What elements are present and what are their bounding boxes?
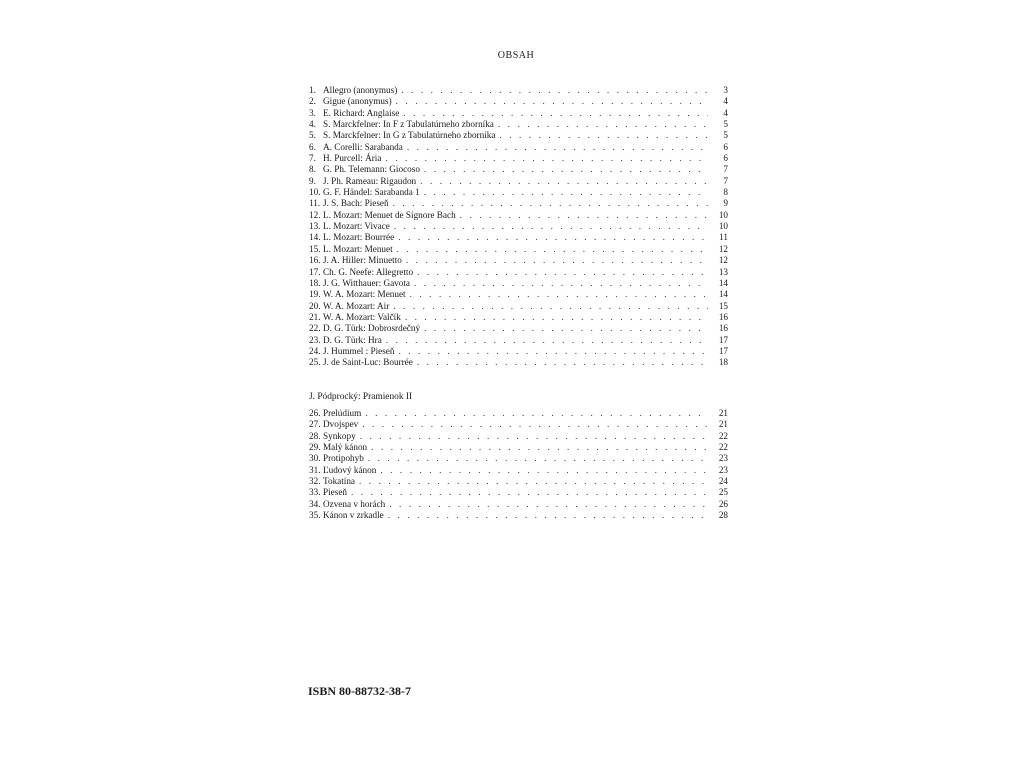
toc-entry bbox=[309, 198, 728, 209]
dot-leader bbox=[398, 232, 708, 243]
toc-entry-page: 14 bbox=[718, 289, 728, 300]
toc-entry-title: Prelúdium bbox=[323, 408, 362, 418]
toc-entry bbox=[309, 221, 728, 232]
toc-entry-title: Malý kánon bbox=[323, 442, 368, 453]
toc-entry-title: Allegro (anonymus) bbox=[323, 85, 398, 95]
toc-entry-page: 10 bbox=[718, 209, 728, 220]
toc-entry-number: 3. bbox=[309, 107, 316, 118]
toc-entry-title: A. Corelli: Sarabanda bbox=[323, 141, 403, 152]
toc-entry-page: 5 bbox=[723, 130, 728, 141]
toc-entry-number: 25. bbox=[309, 357, 321, 368]
dot-leader bbox=[393, 198, 708, 209]
dot-leader bbox=[403, 108, 708, 119]
toc-entry bbox=[309, 278, 728, 289]
toc-entry bbox=[309, 255, 728, 266]
toc-entry bbox=[309, 419, 728, 430]
toc-entry-title: Kánon v zrkadle bbox=[323, 510, 384, 521]
toc-entry-page: 5 bbox=[723, 119, 728, 130]
toc-entry-page: 17 bbox=[718, 334, 728, 345]
toc-entry-number: 13. bbox=[309, 221, 321, 232]
toc-entry-number: 6. bbox=[309, 141, 316, 152]
toc-entry-title: Protipohyb bbox=[323, 453, 364, 464]
toc-entry-number: 5. bbox=[309, 130, 316, 141]
toc-entry bbox=[309, 442, 728, 453]
toc-entry-title: G. F. Händel: Sarabanda 1 bbox=[323, 187, 420, 198]
toc-entry-page: 25 bbox=[718, 487, 728, 498]
dot-leader bbox=[410, 289, 708, 300]
toc-entry-title: H. Purcell: Ária bbox=[323, 153, 382, 164]
toc-entry-title: D. G. Türk: Hra bbox=[323, 334, 382, 345]
toc-entry-page: 24 bbox=[718, 476, 728, 487]
toc-entry bbox=[309, 301, 728, 312]
dot-leader bbox=[420, 176, 708, 187]
toc-entry-number: 16. bbox=[309, 255, 321, 266]
toc-entry-number: 10. bbox=[309, 187, 321, 198]
toc-entry bbox=[309, 244, 728, 255]
toc-entry-page: 23 bbox=[718, 453, 728, 464]
toc-entry-page: 14 bbox=[718, 277, 728, 288]
toc-entry-number: 21. bbox=[309, 311, 321, 322]
toc-entry-title: Ch. G. Neefe: Allegretto bbox=[323, 266, 414, 277]
toc-entry bbox=[309, 487, 728, 498]
toc-entry-title: S. Marckfelner: In F z Tabulatúrneho zborníka bbox=[323, 119, 494, 130]
toc-entry-number: 29. bbox=[309, 442, 321, 453]
dot-leader bbox=[397, 244, 708, 255]
dot-leader bbox=[365, 408, 708, 419]
toc-entry-page: 6 bbox=[723, 141, 728, 152]
toc-entry bbox=[309, 357, 728, 368]
toc-entry-number: 17. bbox=[309, 266, 321, 277]
toc-entry-title: L. Mozart: Vivace bbox=[323, 221, 390, 232]
toc-entry-page: 21 bbox=[718, 408, 728, 418]
toc-entry-number: 15. bbox=[309, 243, 321, 254]
dot-leader bbox=[405, 312, 708, 323]
toc-entry-title: Ozvena v horách bbox=[323, 498, 386, 509]
toc-entry-title: J. A. Hiller: Minuetto bbox=[323, 255, 402, 266]
toc-entry-title: J. Ph. Rameau: Rigaudon bbox=[323, 175, 417, 186]
dot-leader bbox=[368, 453, 708, 464]
toc-entry bbox=[309, 176, 728, 187]
toc-entry-title: Gigue (anonymus) bbox=[323, 96, 392, 107]
toc-entry-title: L. Mozart: Bourrée bbox=[323, 232, 395, 243]
dot-leader bbox=[359, 476, 708, 487]
toc-entry-page: 4 bbox=[723, 107, 728, 118]
toc-entry-page: 15 bbox=[718, 300, 728, 311]
toc-entry-page: 26 bbox=[718, 498, 728, 509]
toc-entry-page: 7 bbox=[723, 175, 728, 186]
dot-leader bbox=[417, 357, 708, 368]
toc-entry-page: 23 bbox=[718, 464, 728, 475]
dot-leader bbox=[394, 221, 708, 232]
toc-entry bbox=[309, 85, 728, 96]
toc-entry-page: 28 bbox=[718, 510, 728, 521]
toc-entry bbox=[309, 431, 728, 442]
toc-entry-number: 8. bbox=[309, 164, 316, 175]
toc-entry-number: 2. bbox=[309, 96, 316, 107]
toc-entry bbox=[309, 510, 728, 521]
toc-entry-title: S. Marckfelner: In G z Tabulatúrneho zborníka bbox=[323, 130, 496, 141]
toc-entry-number: 4. bbox=[309, 119, 316, 130]
toc-entry-page: 3 bbox=[723, 85, 728, 95]
toc-entry-number: 9. bbox=[309, 175, 316, 186]
toc-entry-number: 19. bbox=[309, 289, 321, 300]
toc-entry-page: 6 bbox=[723, 153, 728, 164]
toc-entry-title: Ľudový kánon bbox=[323, 464, 377, 475]
toc-entry bbox=[309, 232, 728, 243]
dot-leader bbox=[393, 301, 708, 312]
toc-entry-number: 1. bbox=[309, 85, 316, 95]
toc-entry-title: D. G. Türk: Dobrosrdečný bbox=[323, 323, 421, 334]
toc-entry-number: 27. bbox=[309, 419, 321, 430]
dot-leader bbox=[499, 130, 708, 141]
toc-entry bbox=[309, 130, 728, 141]
toc-entry bbox=[309, 323, 728, 334]
toc-entry-number: 20. bbox=[309, 300, 321, 311]
dot-leader bbox=[386, 335, 708, 346]
toc-entry bbox=[309, 119, 728, 130]
dot-leader bbox=[460, 210, 708, 221]
toc-entry-title: J. S. Bach: Pieseň bbox=[323, 198, 389, 209]
toc-entry bbox=[309, 312, 728, 323]
toc-entry bbox=[309, 346, 728, 357]
toc-entry-page: 16 bbox=[718, 323, 728, 334]
dot-leader bbox=[424, 164, 708, 175]
toc-entry-number: 32. bbox=[309, 476, 321, 487]
toc-entry bbox=[309, 267, 728, 278]
toc-entry bbox=[309, 289, 728, 300]
toc-entry-number: 18. bbox=[309, 277, 321, 288]
toc-entry-title: J. G. Witthauer: Gavota bbox=[323, 277, 410, 288]
toc-entry bbox=[309, 96, 728, 107]
dot-leader bbox=[362, 419, 708, 430]
toc-entry-page: 9 bbox=[723, 198, 728, 209]
toc-entry bbox=[309, 499, 728, 510]
toc-entry-page: 12 bbox=[718, 243, 728, 254]
section-heading: J. Pódprocký: Pramienok II bbox=[309, 392, 413, 402]
toc-entry-page: 8 bbox=[723, 187, 728, 198]
dot-leader bbox=[385, 153, 708, 164]
toc-entry bbox=[309, 142, 728, 153]
toc-entry bbox=[309, 408, 728, 419]
toc-entry-title: W. A. Mozart: Air bbox=[323, 300, 390, 311]
dot-leader bbox=[424, 187, 708, 198]
toc-entry-number: 34. bbox=[309, 498, 321, 509]
toc-entry bbox=[309, 187, 728, 198]
dot-leader bbox=[380, 465, 708, 476]
dot-leader bbox=[424, 323, 708, 334]
toc-entry-title: G. Ph. Telemann: Giocoso bbox=[323, 164, 420, 175]
toc-entry-page: 22 bbox=[718, 442, 728, 453]
toc-entry bbox=[309, 108, 728, 119]
toc-entry-page: 22 bbox=[718, 430, 728, 441]
toc-entry bbox=[309, 476, 728, 487]
toc-entry-number: 23. bbox=[309, 334, 321, 345]
toc-entry bbox=[309, 153, 728, 164]
dot-leader bbox=[351, 487, 708, 498]
toc-entry-number: 24. bbox=[309, 345, 321, 356]
toc-entry-page: 13 bbox=[718, 266, 728, 277]
dot-leader bbox=[388, 510, 708, 521]
toc-entry-number: 14. bbox=[309, 232, 321, 243]
toc-entry bbox=[309, 164, 728, 175]
toc-entry-title: J. de Saint-Luc: Bourrée bbox=[323, 357, 413, 368]
dot-leader bbox=[498, 119, 708, 130]
toc-entry-page: 18 bbox=[718, 357, 728, 368]
toc-entry-title: Dvojspev bbox=[323, 419, 359, 430]
toc-entry-page: 11 bbox=[719, 232, 728, 243]
dot-leader bbox=[360, 431, 708, 442]
isbn-label: ISBN 80-88732-38-7 bbox=[308, 684, 412, 698]
toc-entry bbox=[309, 465, 728, 476]
toc-entry-title: E. Richard: Anglaise bbox=[323, 107, 400, 118]
toc-entry-number: 33. bbox=[309, 487, 321, 498]
toc-entry-page: 17 bbox=[718, 345, 728, 356]
toc-entry-page: 16 bbox=[718, 311, 728, 322]
page-title: OBSAH bbox=[497, 50, 535, 61]
toc-entry-number: 26. bbox=[309, 408, 321, 418]
toc-entry-number: 31. bbox=[309, 464, 321, 475]
toc-entry-number: 7. bbox=[309, 153, 316, 164]
toc-entry-title: J. Hummel : Pieseň bbox=[323, 345, 395, 356]
toc-entry-title: L. Mozart: Menuet de Signore Bach bbox=[323, 209, 456, 220]
dot-leader bbox=[407, 142, 708, 153]
dot-leader bbox=[398, 346, 708, 357]
dot-leader bbox=[389, 499, 708, 510]
toc-entry-number: 35. bbox=[309, 510, 321, 521]
dot-leader bbox=[417, 267, 708, 278]
toc-entry-title: W. A. Mozart: Menuet bbox=[323, 289, 406, 300]
toc-entry bbox=[309, 453, 728, 464]
toc-entry-page: 7 bbox=[723, 164, 728, 175]
toc-entry-page: 4 bbox=[723, 96, 728, 107]
toc-entry-title: W. A. Mozart: Valčík bbox=[323, 311, 401, 322]
toc-entry bbox=[309, 210, 728, 221]
toc-entry-number: 12. bbox=[309, 209, 321, 220]
toc-entry-page: 21 bbox=[718, 419, 728, 430]
dot-leader bbox=[414, 278, 708, 289]
toc-entry-title: Pieseň bbox=[323, 487, 347, 498]
toc-entry-title: Synkopy bbox=[323, 430, 356, 441]
toc-entry-page: 12 bbox=[718, 255, 728, 266]
dot-leader bbox=[406, 255, 708, 266]
toc-entry-number: 11. bbox=[309, 198, 321, 209]
table-of-contents-part2 bbox=[309, 408, 728, 521]
dot-leader bbox=[396, 96, 708, 107]
toc-entry-number: 28. bbox=[309, 430, 321, 441]
toc-entry-number: 30. bbox=[309, 453, 321, 464]
toc-entry bbox=[309, 335, 728, 346]
toc-entry-page: 10 bbox=[718, 221, 728, 232]
table-of-contents-part1 bbox=[309, 85, 728, 369]
dot-leader bbox=[371, 442, 708, 453]
toc-entry-number: 22. bbox=[309, 323, 321, 334]
toc-entry-title: Tokatína bbox=[323, 476, 356, 487]
toc-entry-title: L. Mozart: Menuet bbox=[323, 243, 393, 254]
dot-leader bbox=[401, 85, 708, 96]
